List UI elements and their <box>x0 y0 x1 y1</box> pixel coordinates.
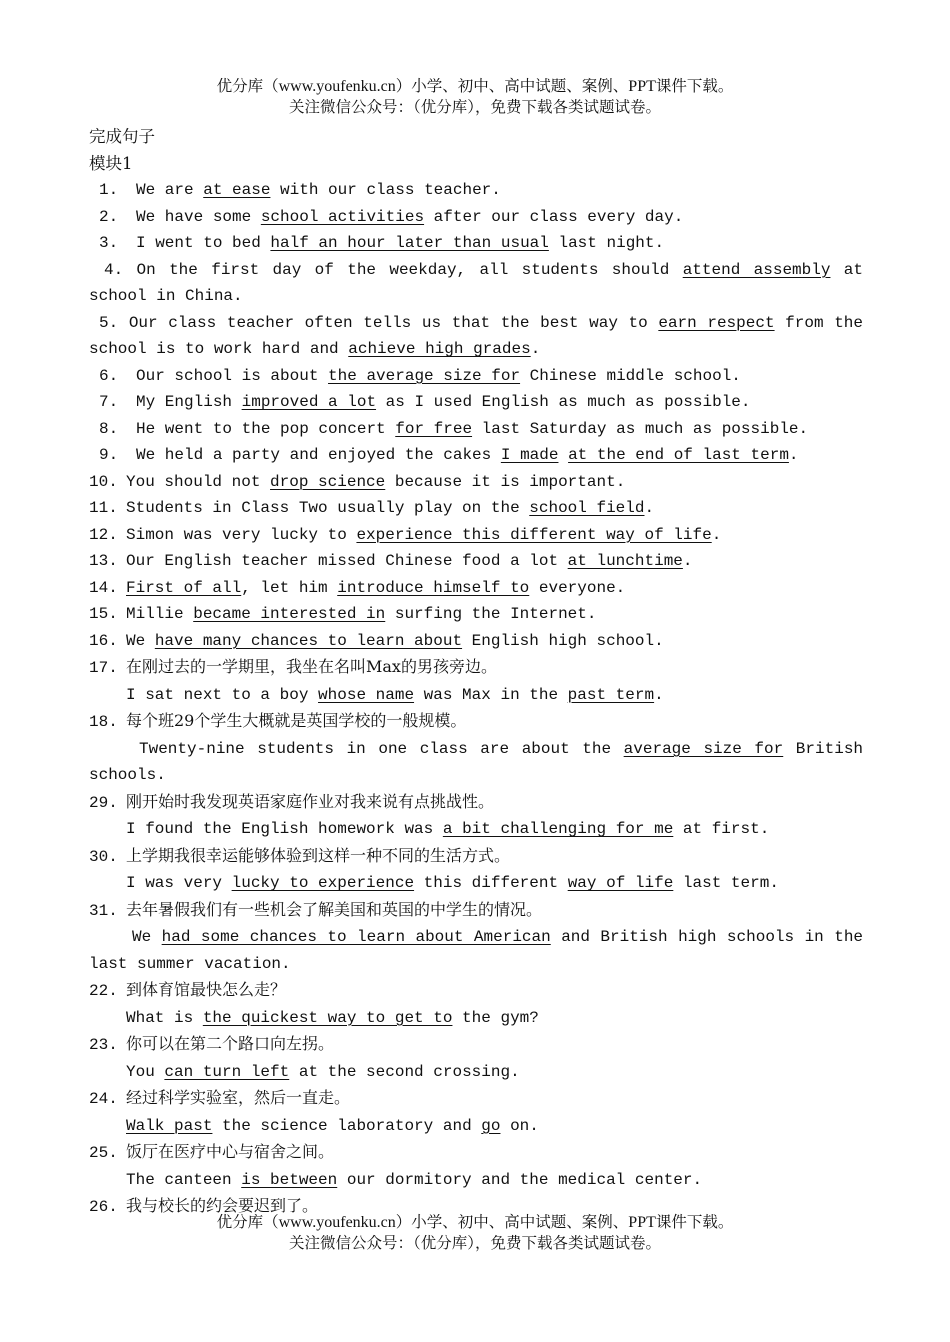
list-item: 8. He went to the pop concert for free last Saturday as much as possible. <box>99 419 809 438</box>
answer-blank: school field <box>529 499 645 517</box>
footer-text: PPT <box>628 1214 656 1231</box>
answer-blank: became interested in <box>193 605 386 623</box>
list-item: 26. 我与校长的约会要迟到了。 <box>89 1196 319 1216</box>
header-text: PPT <box>628 78 656 95</box>
answer-blank: achieve high grades <box>348 340 531 358</box>
list-item: 30. 上学期我很幸运能够体验到这样一种不同的生活方式。 I was very lucky to experience this different way of life last term. <box>89 845 779 892</box>
list-item: 16. We have many chances to learn about English high school. <box>89 631 664 650</box>
answer-blank: whose name <box>318 685 415 704</box>
list-item: 18. 每个班29个学生大概就是英国学校的一般规模。 Twenty-nine students in one class are about the average size for British schools. <box>89 711 864 784</box>
list-item: 1. We are at ease with our class teacher. <box>99 181 501 199</box>
answer-blank: Walk past <box>126 1116 213 1135</box>
footer-line-2: 关注微信公众号：（优分库），免费下载各类试题试卷。 <box>288 1234 661 1252</box>
answer-blank: at lunchtime <box>567 552 683 570</box>
list-item: 6. Our school is about the average size for Chinese middle school. <box>99 366 741 385</box>
list-item: 31. 去年暑假我们有一些机会了解美国和英国的中学生的情况。 We had some chances to learn about American and British high schools in the last summer vacation. <box>89 899 864 973</box>
module-heading: 模块1 <box>89 153 133 173</box>
list-item: 14. First of all, let him introduce himself to everyone. <box>89 578 626 597</box>
chinese-prompt: 去年暑假我们有一些机会了解美国和英国的中学生的情况。 <box>126 899 543 919</box>
answer-blank: at ease <box>203 181 271 199</box>
list-item: 4. On the first day of the weekday, all students should attend assembly at school in China. <box>89 260 864 305</box>
footer-line-1 <box>0 1212 950 1233</box>
list-item: 25. 饭厅在医疗中心与宿舍之间。 The canteen is between our dormitory and the medical center. <box>89 1142 703 1189</box>
list-item: 11. Students in Class Two usually play on the school field. <box>89 499 655 517</box>
list-item: 22. 到体育馆最快怎么走？ What is the quickest way to get to the gym? <box>89 980 539 1027</box>
list-item: 2. We have some school activities after our class every day. <box>99 207 684 226</box>
answer-blank: I made <box>500 446 559 464</box>
header-website: www.youfenku.cn <box>278 78 396 95</box>
answer-blank: half an hour later than usual <box>270 234 549 252</box>
list-item: 15. Millie became interested in surfing the Internet. <box>89 605 597 623</box>
header-text: 课件下载。 <box>655 77 734 95</box>
header-line-1 <box>0 76 950 97</box>
list-item: 3. I went to bed half an hour later than usual last night. <box>99 234 665 252</box>
answer-blank: First of all <box>126 578 242 597</box>
answer-blank: a bit challenging for me <box>442 820 674 838</box>
answer-blank: experience this different way of life <box>356 525 712 544</box>
answer-blank: improved a lot <box>241 393 377 411</box>
answer-blank: introduce himself to <box>337 578 530 597</box>
answer-blank: the average size for <box>328 366 521 385</box>
answer-blank: is between <box>241 1170 338 1189</box>
chinese-prompt: 在刚过去的一学期里，我坐在名叫Max的男孩旁边。 <box>126 657 497 676</box>
answer-blank: for free <box>395 419 473 438</box>
answer-blank: past term <box>567 685 655 704</box>
page-footer <box>0 1212 950 1254</box>
list-item: 12. Simon was very lucky to experience this different way of life. <box>89 525 722 544</box>
list-item: 7. My English improved a lot as I used English as much as possible. <box>99 393 751 411</box>
list-item: 13. Our English teacher missed Chinese food a lot at lunchtime. <box>89 552 693 570</box>
chinese-prompt: 饭厅在医疗中心与宿舍之间。 <box>126 1142 335 1161</box>
list-item: 24. 经过科学实验室，然后一直走。 Walk past the science laboratory and go on. <box>89 1088 539 1135</box>
chinese-prompt: 到体育馆最快怎么走？ <box>126 980 287 999</box>
footer-text: 优分库（ <box>216 1213 279 1231</box>
answer-blank: way of life <box>567 874 674 892</box>
footer-text: 课件下载。 <box>655 1213 734 1231</box>
list-item: 10. You should not drop science because it is important. <box>89 472 626 491</box>
answer-blank: earn respect <box>658 313 775 332</box>
answer-blank: go <box>481 1116 501 1135</box>
list-item: 5. Our class teacher often tells us that the best way to earn respect from the school is to work hard and achieve high grades. <box>89 313 864 358</box>
footer-website: www.youfenku.cn <box>278 1214 396 1231</box>
list-item: 23. 你可以在第二个路口向左拐。 You can turn left at the second crossing. <box>89 1034 520 1081</box>
page-header <box>0 76 950 118</box>
answer-blank: at the end of last term <box>568 446 789 464</box>
answer-blank: lucky to experience <box>231 874 415 892</box>
chinese-prompt: 刚开始时我发现英语家庭作业对我来说有点挑战性。 <box>126 791 495 811</box>
chinese-prompt: 上学期我很幸运能够体验到这样一种不同的生活方式。 <box>126 845 511 865</box>
answer-blank: the quickest way to get to <box>202 1008 453 1027</box>
header-text: 优分库（ <box>216 77 279 95</box>
chinese-prompt: 你可以在第二个路口向左拐。 <box>126 1034 335 1053</box>
answer-blank: school activities <box>260 207 425 226</box>
document-body <box>89 124 863 1221</box>
answer-blank: attend assembly <box>682 260 831 279</box>
answer-blank: can turn left <box>164 1062 290 1081</box>
answer-blank: drop science <box>270 472 386 491</box>
list-item: 17. 在刚过去的一学期里，我坐在名叫Max的男孩旁边。 I sat next to a boy whose name was Max in the past term. <box>89 657 664 704</box>
answer-blank: average size for <box>623 739 784 758</box>
list-item: 9. We held a party and enjoyed the cakes I made at the end of last term. <box>99 446 799 464</box>
answer-blank: have many chances to learn about <box>154 631 463 650</box>
footer-text: ）小学、初中、高中试题、案例、 <box>395 1213 629 1231</box>
answer-blank: had some chances to learn about American <box>161 928 551 946</box>
chinese-prompt: 每个班29个学生大概就是英国学校的一般规模。 <box>126 711 467 730</box>
chinese-prompt: 经过科学实验室，然后一直走。 <box>126 1088 351 1107</box>
header-line-2: 关注微信公众号：（优分库），免费下载各类试题试卷。 <box>288 98 661 116</box>
list-item: 29. 刚开始时我发现英语家庭作业对我来说有点挑战性。 I found the English homework was a bit challenging for me at first. <box>89 791 770 838</box>
header-text: ）小学、初中、高中试题、案例、 <box>395 77 629 95</box>
page-title: 完成句子 <box>89 127 155 146</box>
chinese-prompt: 我与校长的约会要迟到了。 <box>126 1196 319 1215</box>
